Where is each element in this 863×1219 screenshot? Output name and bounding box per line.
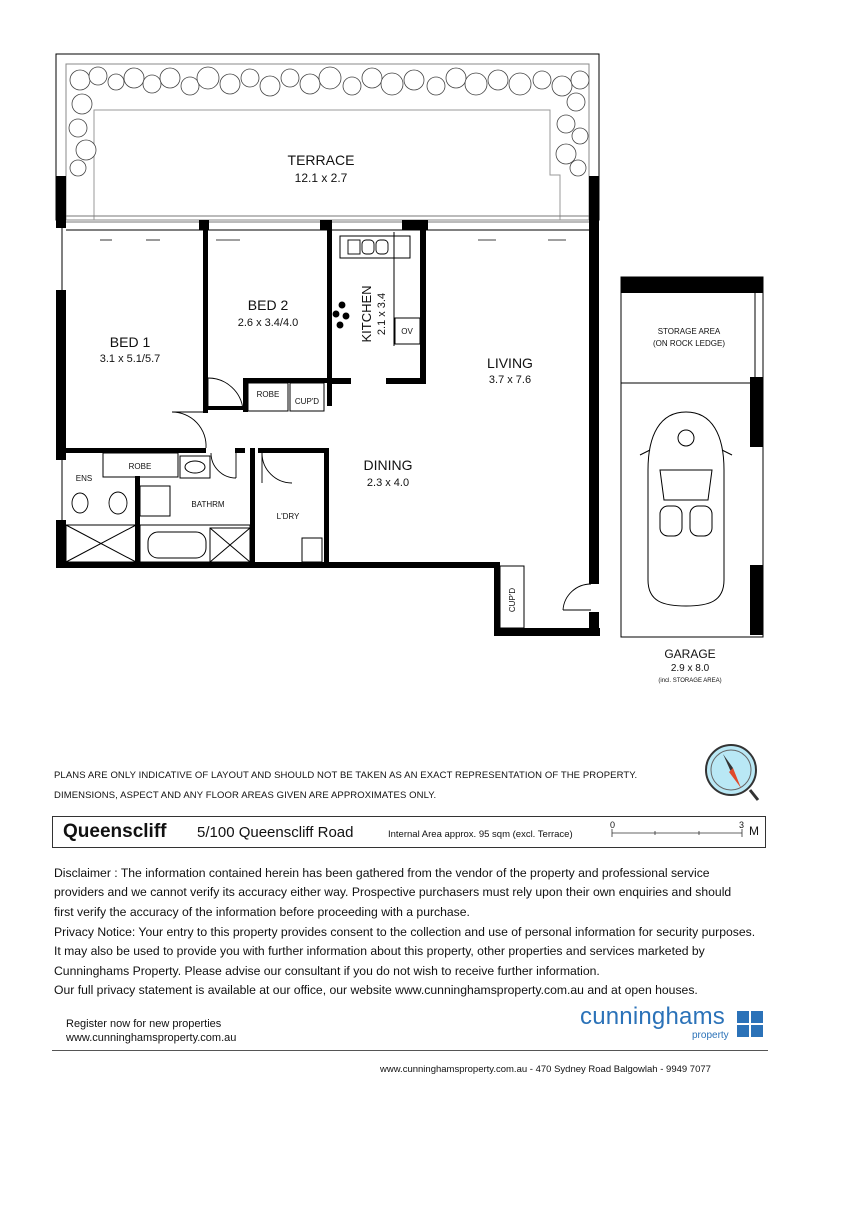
footer-contact: www.cunninghamsproperty.com.au - 470 Sydney Road Balgowlah - 9949 7077	[380, 1064, 711, 1075]
storage-line2: (ON ROCK LEDGE)	[652, 339, 726, 348]
disclaimer	[54, 864, 774, 922]
bed2-dims: 2.6 x 3.4/4.0	[237, 317, 299, 329]
bed2-name: BED 2	[247, 297, 289, 313]
garage-dims: 2.9 x 8.0	[670, 663, 710, 674]
plan-note-2: DIMENSIONS, ASPECT AND ANY FLOOR AREAS GIVEN ARE APPROXIMATES ONLY.	[54, 790, 437, 801]
robe-label-1: ROBE	[128, 462, 152, 471]
door-swings	[172, 378, 591, 613]
privacy-line: Cunninghams Property. Please advise our consultant if you do not wish to receive further information.	[54, 963, 600, 978]
disclaimer-line: first verify the accuracy of the information before proceeding with a purchase.	[54, 904, 470, 919]
dining-name: DINING	[363, 457, 413, 473]
bed1-name: BED 1	[109, 334, 151, 350]
ens-label: ENS	[75, 474, 93, 483]
internal-area: Internal Area approx. 95 sqm (excl. Terrace)	[388, 829, 573, 840]
terrace-name: TERRACE	[287, 152, 355, 168]
fixtures	[72, 240, 388, 514]
scale-end: 3	[739, 820, 745, 830]
street-address: 5/100 Queenscliff Road	[197, 824, 354, 841]
garage-note: (incl. STORAGE AREA)	[658, 678, 722, 684]
disclaimer-line: providers and we cannot verify its accuracy either way. Prospective purchasers must rely upon their own enquiries and should	[54, 885, 732, 900]
plan-note-1: PLANS ARE ONLY INDICATIVE OF LAYOUT AND SHOULD NOT BE TAKEN AS AN EXACT REPRESENTATION OF THE PROPERTY.	[54, 770, 638, 781]
footer-divider	[52, 1050, 768, 1051]
suburb-title: Queenscliff	[63, 821, 167, 842]
bathrm-label: BATHRM	[191, 500, 225, 509]
dining-dims: 2.3 x 4.0	[366, 477, 410, 489]
cupd-label-2: CUP'D	[508, 587, 517, 613]
ldry-label: L'DRY	[276, 512, 300, 521]
kitchen-dims: 2.1 x 3.4	[376, 292, 388, 336]
car-icon	[640, 412, 732, 606]
cupd-label-1: CUP'D	[294, 397, 320, 406]
property-title-bar	[52, 816, 766, 848]
kitchen-name: KITCHEN	[359, 285, 374, 343]
cunninghams-logo-text: cunninghams	[580, 1003, 725, 1030]
compass-icon	[706, 745, 758, 800]
scale-unit: M	[749, 824, 759, 838]
privacy-notice	[54, 923, 774, 1000]
register-text: Register now for new properties	[66, 1018, 222, 1030]
privacy-line: It may also be used to provide you with further information about this property, other properties and services marketed by	[54, 944, 705, 959]
register-url[interactable]: www.cunninghamsproperty.com.au	[66, 1032, 237, 1044]
logo-subtitle: property	[692, 1030, 729, 1041]
living-dims: 3.7 x 7.6	[488, 374, 532, 386]
terrace-dims: 12.1 x 2.7	[294, 171, 348, 185]
bed1-dims: 3.1 x 5.1/5.7	[99, 353, 161, 365]
scale-start: 0	[610, 820, 616, 830]
disclaimer-line: Disclaimer : The information contained herein has been gathered from the vendor of the property and professional service	[54, 866, 710, 880]
logo-squares-icon	[737, 1011, 763, 1037]
robe-label-2: ROBE	[256, 390, 280, 399]
privacy-line: Our full privacy statement is available at our office, our website www.cunninghamsproperty.com.au and at open houses.	[54, 982, 698, 997]
storage-line1: STORAGE AREA	[657, 327, 721, 336]
living-name: LIVING	[487, 355, 533, 371]
garage-name: GARAGE	[664, 647, 716, 661]
privacy-line: Privacy Notice: Your entry to this property provides consent to the collection and use of personal information for security purposes.	[54, 925, 756, 939]
register-block	[66, 1017, 236, 1045]
ov-label: OV	[401, 327, 413, 336]
